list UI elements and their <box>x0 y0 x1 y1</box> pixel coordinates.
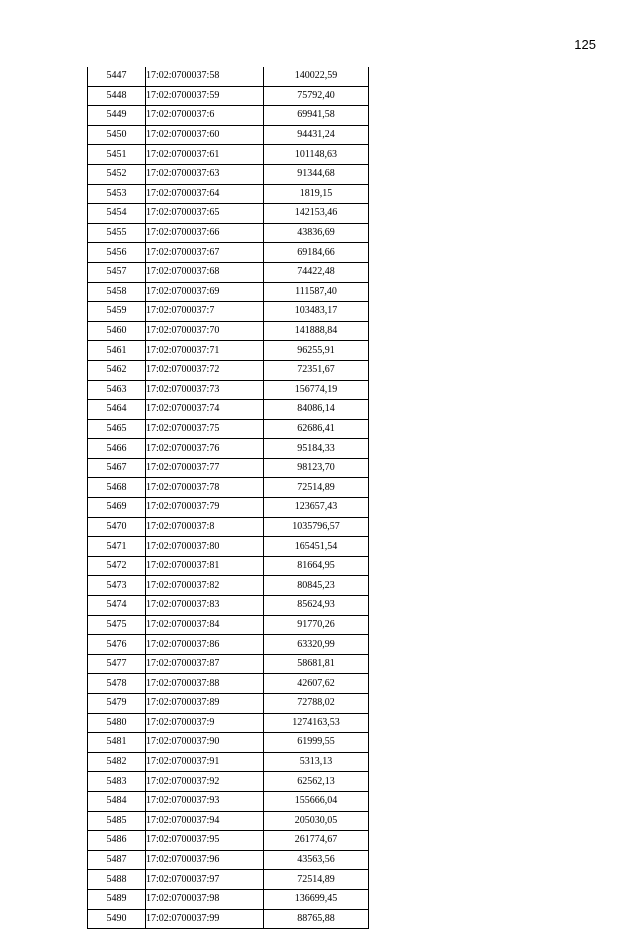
row-number-cell: 5482 <box>88 752 146 772</box>
table-row <box>88 106 369 126</box>
table-row <box>88 733 369 753</box>
row-number-cell: 5463 <box>88 380 146 400</box>
table-row <box>88 537 369 557</box>
row-number-cell: 5490 <box>88 909 146 929</box>
table-row <box>88 478 369 498</box>
cadastral-value-cell: 1819,15 <box>264 184 369 204</box>
row-number-cell: 5473 <box>88 576 146 596</box>
cadastral-number-cell: 17:02:0700037:79 <box>146 498 264 518</box>
row-number-cell: 5488 <box>88 870 146 890</box>
table-row <box>88 713 369 733</box>
cadastral-number-cell: 17:02:0700037:81 <box>146 556 264 576</box>
cadastral-value-cell: 141888,84 <box>264 321 369 341</box>
table-row <box>88 164 369 184</box>
row-number-cell: 5472 <box>88 556 146 576</box>
cadastral-value-cell: 74422,48 <box>264 262 369 282</box>
cadastral-number-cell: 17:02:0700037:74 <box>146 400 264 420</box>
table-row <box>88 870 369 890</box>
table-row <box>88 400 369 420</box>
row-number-cell: 5478 <box>88 674 146 694</box>
cadastral-number-cell: 17:02:0700037:63 <box>146 164 264 184</box>
cadastral-value-cell: 72351,67 <box>264 360 369 380</box>
cadastral-number-cell: 17:02:0700037:69 <box>146 282 264 302</box>
row-number-cell: 5460 <box>88 321 146 341</box>
row-number-cell: 5464 <box>88 400 146 420</box>
table-row <box>88 576 369 596</box>
table-row <box>88 341 369 361</box>
table-row <box>88 223 369 243</box>
cadastral-number-cell: 17:02:0700037:94 <box>146 811 264 831</box>
cadastral-value-cell: 205030,05 <box>264 811 369 831</box>
cadastral-value-cell: 84086,14 <box>264 400 369 420</box>
table-body <box>88 67 369 929</box>
cadastral-number-cell: 17:02:0700037:64 <box>146 184 264 204</box>
table-row <box>88 517 369 537</box>
cadastral-value-cell: 261774,67 <box>264 831 369 851</box>
table-row <box>88 654 369 674</box>
cadastral-number-cell: 17:02:0700037:58 <box>146 67 264 86</box>
cadastral-value-cell: 43836,69 <box>264 223 369 243</box>
cadastral-value-cell: 91770,26 <box>264 615 369 635</box>
row-number-cell: 5450 <box>88 125 146 145</box>
cadastral-value-cell: 85624,93 <box>264 596 369 616</box>
table-row <box>88 811 369 831</box>
cadastral-number-cell: 17:02:0700037:60 <box>146 125 264 145</box>
cadastral-value-cell: 69941,58 <box>264 106 369 126</box>
table-row <box>88 419 369 439</box>
cadastral-value-cell: 72788,02 <box>264 694 369 714</box>
cadastral-number-cell: 17:02:0700037:95 <box>146 831 264 851</box>
cadastral-value-cell: 69184,66 <box>264 243 369 263</box>
row-number-cell: 5459 <box>88 302 146 322</box>
row-number-cell: 5487 <box>88 850 146 870</box>
row-number-cell: 5489 <box>88 889 146 909</box>
row-number-cell: 5447 <box>88 67 146 86</box>
table-row <box>88 204 369 224</box>
table-row <box>88 556 369 576</box>
row-number-cell: 5455 <box>88 223 146 243</box>
table-row <box>88 282 369 302</box>
cadastral-number-cell: 17:02:0700037:66 <box>146 223 264 243</box>
cadastral-value-cell: 42607,62 <box>264 674 369 694</box>
cadastral-number-cell: 17:02:0700037:82 <box>146 576 264 596</box>
cadastral-number-cell: 17:02:0700037:96 <box>146 850 264 870</box>
cadastral-value-cell: 123657,43 <box>264 498 369 518</box>
row-number-cell: 5480 <box>88 713 146 733</box>
cadastral-number-cell: 17:02:0700037:77 <box>146 458 264 478</box>
cadastral-value-cell: 95184,33 <box>264 439 369 459</box>
cadastral-value-cell: 94431,24 <box>264 125 369 145</box>
table-row <box>88 360 369 380</box>
cadastral-number-cell: 17:02:0700037:59 <box>146 86 264 106</box>
cadastral-number-cell: 17:02:0700037:93 <box>146 791 264 811</box>
row-number-cell: 5476 <box>88 635 146 655</box>
table-row <box>88 86 369 106</box>
table-row <box>88 831 369 851</box>
table-row <box>88 184 369 204</box>
cadastral-number-cell: 17:02:0700037:8 <box>146 517 264 537</box>
row-number-cell: 5458 <box>88 282 146 302</box>
table-row <box>88 439 369 459</box>
cadastral-value-cell: 80845,23 <box>264 576 369 596</box>
row-number-cell: 5466 <box>88 439 146 459</box>
cadastral-value-cell: 142153,46 <box>264 204 369 224</box>
cadastral-value-cell: 75792,40 <box>264 86 369 106</box>
row-number-cell: 5457 <box>88 262 146 282</box>
row-number-cell: 5467 <box>88 458 146 478</box>
cadastral-value-cell: 91344,68 <box>264 164 369 184</box>
row-number-cell: 5449 <box>88 106 146 126</box>
cadastral-value-cell: 88765,88 <box>264 909 369 929</box>
cadastral-number-cell: 17:02:0700037:9 <box>146 713 264 733</box>
cadastral-value-cell: 1274163,53 <box>264 713 369 733</box>
cadastral-number-cell: 17:02:0700037:78 <box>146 478 264 498</box>
cadastral-value-cell: 62686,41 <box>264 419 369 439</box>
row-number-cell: 5486 <box>88 831 146 851</box>
cadastral-number-cell: 17:02:0700037:71 <box>146 341 264 361</box>
row-number-cell: 5465 <box>88 419 146 439</box>
row-number-cell: 5479 <box>88 694 146 714</box>
row-number-cell: 5481 <box>88 733 146 753</box>
table-row <box>88 694 369 714</box>
row-number-cell: 5454 <box>88 204 146 224</box>
row-number-cell: 5471 <box>88 537 146 557</box>
cadastral-number-cell: 17:02:0700037:83 <box>146 596 264 616</box>
cadastral-value-cell: 1035796,57 <box>264 517 369 537</box>
row-number-cell: 5461 <box>88 341 146 361</box>
row-number-cell: 5470 <box>88 517 146 537</box>
cadastral-value-cell: 98123,70 <box>264 458 369 478</box>
row-number-cell: 5485 <box>88 811 146 831</box>
cadastral-number-cell: 17:02:0700037:70 <box>146 321 264 341</box>
cadastral-number-cell: 17:02:0700037:72 <box>146 360 264 380</box>
cadastral-value-cell: 58681,81 <box>264 654 369 674</box>
row-number-cell: 5468 <box>88 478 146 498</box>
cadastral-number-cell: 17:02:0700037:88 <box>146 674 264 694</box>
cadastral-value-cell: 140022,59 <box>264 67 369 86</box>
table-row <box>88 850 369 870</box>
cadastral-number-cell: 17:02:0700037:84 <box>146 615 264 635</box>
row-number-cell: 5456 <box>88 243 146 263</box>
cadastral-number-cell: 17:02:0700037:65 <box>146 204 264 224</box>
table-row <box>88 321 369 341</box>
row-number-cell: 5451 <box>88 145 146 165</box>
cadastral-number-cell: 17:02:0700037:76 <box>146 439 264 459</box>
cadastral-number-cell: 17:02:0700037:6 <box>146 106 264 126</box>
table-row <box>88 302 369 322</box>
cadastral-number-cell: 17:02:0700037:98 <box>146 889 264 909</box>
table-row <box>88 498 369 518</box>
cadastral-value-cell: 136699,45 <box>264 889 369 909</box>
cadastral-value-cell: 101148,63 <box>264 145 369 165</box>
cadastral-number-cell: 17:02:0700037:87 <box>146 654 264 674</box>
cadastral-number-cell: 17:02:0700037:73 <box>146 380 264 400</box>
cadastral-value-cell: 155666,04 <box>264 791 369 811</box>
cadastral-value-cell: 111587,40 <box>264 282 369 302</box>
row-number-cell: 5474 <box>88 596 146 616</box>
row-number-cell: 5483 <box>88 772 146 792</box>
cadastral-value-cell: 103483,17 <box>264 302 369 322</box>
table-row <box>88 889 369 909</box>
cadastral-value-table <box>87 67 369 929</box>
cadastral-value-cell: 72514,89 <box>264 478 369 498</box>
table-row <box>88 145 369 165</box>
cadastral-number-cell: 17:02:0700037:86 <box>146 635 264 655</box>
table-row <box>88 674 369 694</box>
row-number-cell: 5475 <box>88 615 146 635</box>
table-row <box>88 615 369 635</box>
row-number-cell: 5469 <box>88 498 146 518</box>
cadastral-number-cell: 17:02:0700037:67 <box>146 243 264 263</box>
table-row <box>88 125 369 145</box>
cadastral-number-cell: 17:02:0700037:89 <box>146 694 264 714</box>
cadastral-number-cell: 17:02:0700037:91 <box>146 752 264 772</box>
table-row <box>88 262 369 282</box>
table-row <box>88 243 369 263</box>
table-row <box>88 67 369 86</box>
cadastral-value-cell: 96255,91 <box>264 341 369 361</box>
cadastral-number-cell: 17:02:0700037:75 <box>146 419 264 439</box>
cadastral-number-cell: 17:02:0700037:90 <box>146 733 264 753</box>
cadastral-value-cell: 72514,89 <box>264 870 369 890</box>
cadastral-value-cell: 61999,55 <box>264 733 369 753</box>
table-row <box>88 909 369 929</box>
row-number-cell: 5452 <box>88 164 146 184</box>
table-row <box>88 635 369 655</box>
cadastral-value-cell: 156774,19 <box>264 380 369 400</box>
row-number-cell: 5462 <box>88 360 146 380</box>
table-row <box>88 791 369 811</box>
cadastral-number-cell: 17:02:0700037:61 <box>146 145 264 165</box>
table-row <box>88 752 369 772</box>
page-number: 125 <box>574 37 596 52</box>
table-row <box>88 380 369 400</box>
cadastral-value-cell: 81664,95 <box>264 556 369 576</box>
cadastral-value-cell: 43563,56 <box>264 850 369 870</box>
table-row <box>88 596 369 616</box>
cadastral-number-cell: 17:02:0700037:7 <box>146 302 264 322</box>
cadastral-value-cell: 165451,54 <box>264 537 369 557</box>
table-row <box>88 772 369 792</box>
cadastral-value-cell: 63320,99 <box>264 635 369 655</box>
row-number-cell: 5477 <box>88 654 146 674</box>
cadastral-number-cell: 17:02:0700037:99 <box>146 909 264 929</box>
cadastral-value-cell: 62562,13 <box>264 772 369 792</box>
cadastral-number-cell: 17:02:0700037:68 <box>146 262 264 282</box>
row-number-cell: 5448 <box>88 86 146 106</box>
cadastral-number-cell: 17:02:0700037:97 <box>146 870 264 890</box>
cadastral-number-cell: 17:02:0700037:92 <box>146 772 264 792</box>
row-number-cell: 5484 <box>88 791 146 811</box>
cadastral-number-cell: 17:02:0700037:80 <box>146 537 264 557</box>
cadastral-value-cell: 5313,13 <box>264 752 369 772</box>
row-number-cell: 5453 <box>88 184 146 204</box>
table-row <box>88 458 369 478</box>
